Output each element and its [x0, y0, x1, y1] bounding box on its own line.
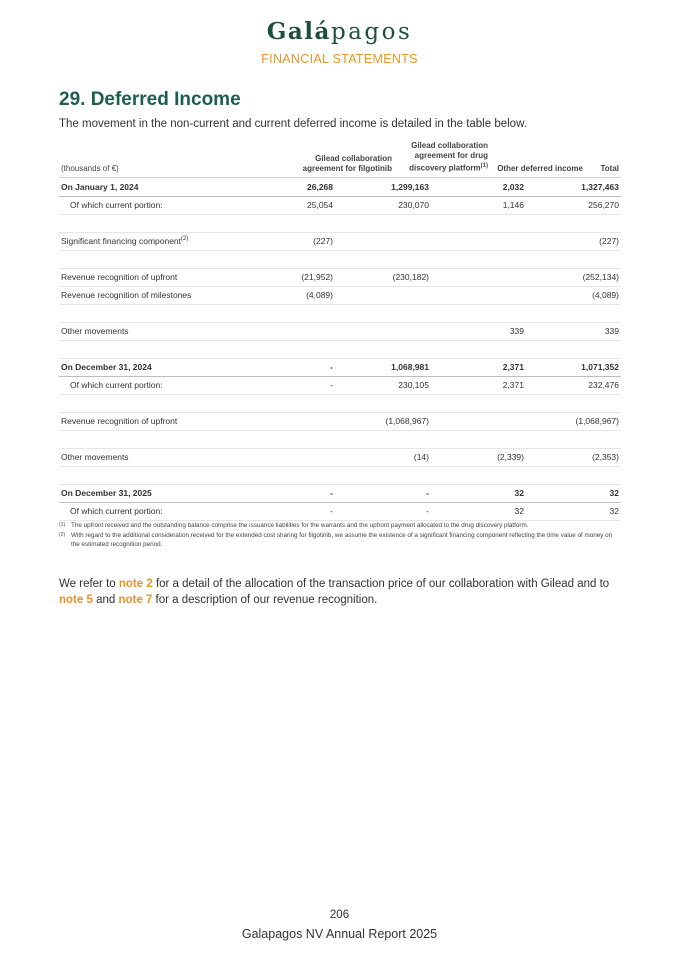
table-row: Other movements (14) (2,339) (2,353)	[59, 448, 621, 467]
table-row: Revenue recognition of upfront (1,068,967) (1,068,967)	[59, 412, 621, 431]
logo-part-2: pagos	[330, 19, 413, 45]
logo-part-1: Galá	[266, 18, 331, 45]
company-logo	[0, 18, 679, 45]
note-7-link[interactable]: note 7	[118, 594, 153, 606]
footnote-2: (2) With regard to the additional consideration received for the extended cost sharing for filgotinib, we assume the existence of a significant financing component reflecting the time value of money on the estimated recognition period.	[59, 532, 613, 548]
header-units: (thousands of €)	[61, 164, 119, 173]
table-row: Of which current portion: - - 32 32	[59, 502, 621, 521]
table-row: On January 1, 2024 26,268 1,299,163 2,032 1,327,463	[59, 178, 621, 197]
page-number: 206	[329, 909, 350, 921]
footnote-1: (1) The upfront received and the outstanding balance comprise the issuance liabilities for the warrants and the upfront payment allocated to the drug discovery platform.	[59, 522, 529, 529]
intro-text: The movement in the non-current and current deferred income is detailed in the table below.	[59, 118, 527, 130]
spacer-row	[59, 340, 621, 359]
table-row: Of which current portion: - 230,105 2,371 232,476	[59, 376, 621, 395]
table-row: Significant financing component$^{(2)}$ (227) (227)	[59, 232, 621, 251]
header-drug-discovery: Gilead collaboration agreement for drug discovery platform$^{(1)}$	[409, 141, 488, 173]
table-row: Of which current portion: 25,054 230,070 1,146 256,270	[59, 196, 621, 215]
table-row: On December 31, 2025 - - 32 32	[59, 484, 621, 503]
spacer-row	[59, 466, 621, 485]
table-row: Revenue recognition of milestones (4,089) (4,089)	[59, 286, 621, 305]
header-filgotinib: Gilead collaboration agreement for filgotinib	[302, 154, 392, 173]
spacer-row	[59, 304, 621, 323]
note-5-link[interactable]: note 5	[59, 594, 93, 606]
note-2-link[interactable]: note 2	[118, 578, 153, 590]
spacer-row	[59, 214, 621, 233]
closing-paragraph: We refer to note 2 for a detail of the allocation of the transaction price of our collaboration with Gilead and to note 5 and note 7 for a description of our revenue recognition.	[59, 578, 610, 606]
section-label: FINANCIAL STATEMENTS	[261, 52, 418, 66]
spacer-row	[59, 394, 621, 413]
table-row: Other movements 339 339	[59, 322, 621, 341]
report-name: Galapagos NV Annual Report 2025	[241, 927, 438, 941]
table-row: On December 31, 2024 - 1,068,981 2,371 1,071,352	[59, 358, 621, 377]
table-header	[59, 140, 621, 178]
page-title: 29. Deferred Income	[59, 89, 241, 110]
spacer-row	[59, 250, 621, 269]
header-total: Total	[600, 164, 619, 173]
header-other-deferred: Other deferred income	[497, 164, 583, 173]
table-row: Revenue recognition of upfront (21,952) (230,182) (252,134)	[59, 268, 621, 287]
spacer-row	[59, 430, 621, 449]
